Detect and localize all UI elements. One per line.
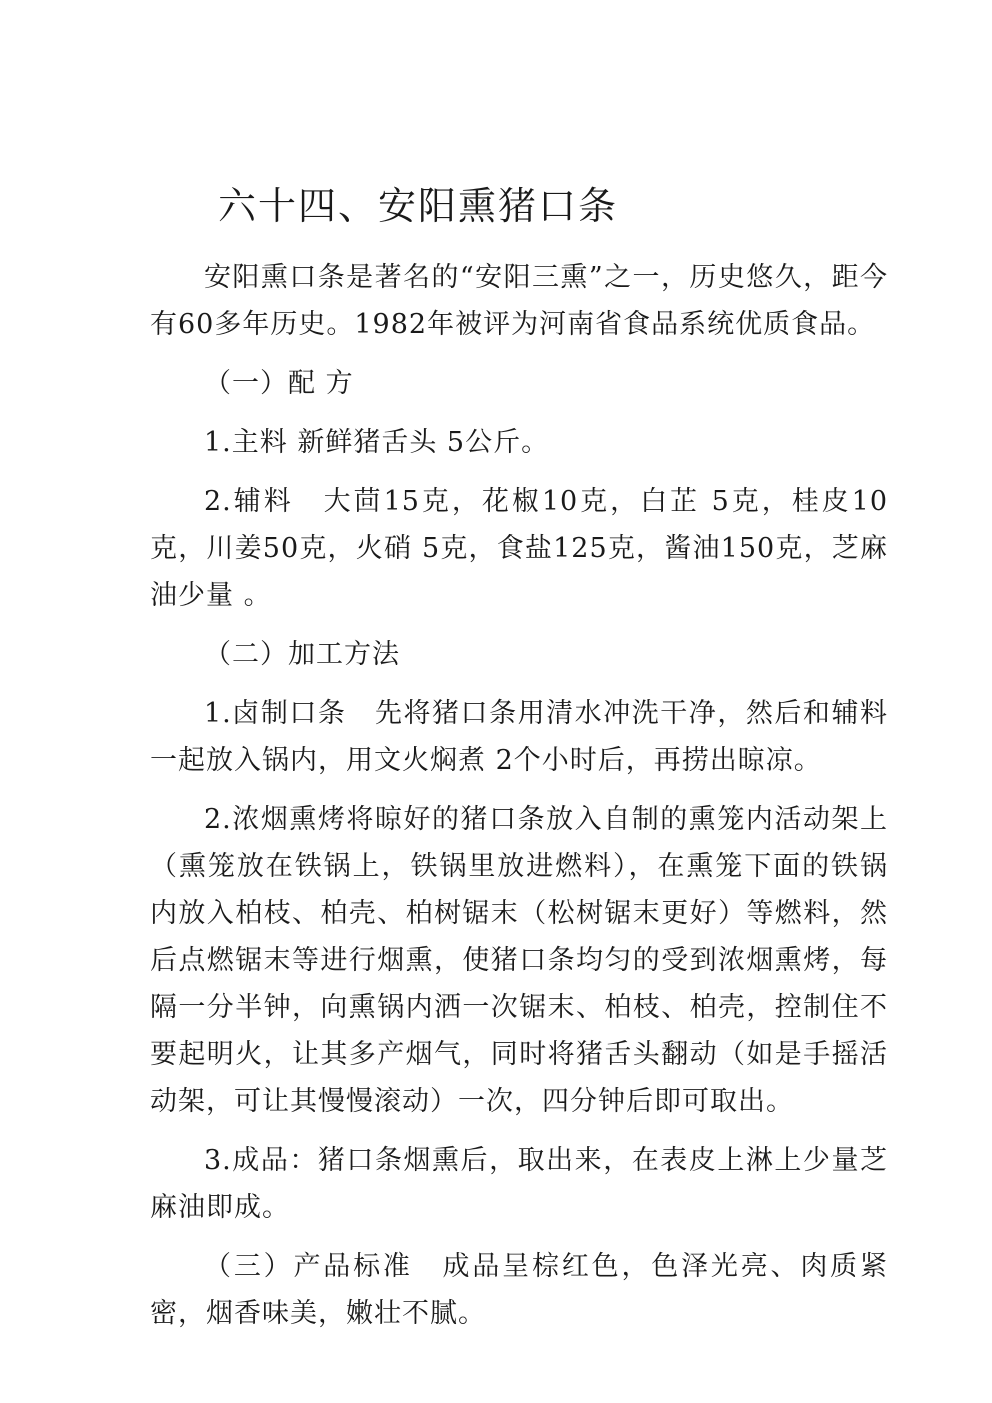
document-body bbox=[150, 254, 888, 1337]
method-step-brining: 1.卤制口条 先将猪口条用清水冲洗干净，然后和辅料一起放入锅内，用文火焖煮 2个小时后，再捞出晾凉。 bbox=[150, 698, 888, 776]
page-title: 六十四、安阳熏猪口条 bbox=[218, 184, 619, 228]
method-step-smoking: 2.浓烟熏烤将晾好的猪口条放入自制的熏笼内活动架上（熏笼放在铁锅上，铁锅里放进燃料），在熏笼下面的铁锅内放入柏枝、柏壳、柏树锯末（松树锯末更好）等燃料，然后点燃锯末等进行烟熏，使猪口条均匀的受到浓烟熏烤，每隔一分半钟，向熏锅内洒一次锯末、柏枝、柏壳，控制住不要起明火，让其多产烟气，同时将猪舌头翻动（如是手摇活动架，可让其慢慢滚动）一次，四分钟后即可取出。 bbox=[150, 804, 888, 1117]
section-heading-formula: （一）配 方 bbox=[204, 368, 354, 399]
formula-main-ingredient: 1.主料 新鲜猪舌头 5公斤。 bbox=[204, 427, 550, 458]
method-step-finished: 3.成品：猪口条烟熏后，取出来，在表皮上淋上少量芝麻油即成。 bbox=[150, 1145, 888, 1223]
product-standard-paragraph: （三）产品标准 成品呈棕红色，色泽光亮、肉质紧密，烟香味美，嫩壮不腻。 bbox=[150, 1251, 888, 1329]
intro-paragraph: 安阳熏口条是著名的“安阳三熏”之一，历史悠久，距今有60多年历史。1982年被评为河南省食品系统优质食品。 bbox=[150, 262, 888, 340]
section-heading-method: （二）加工方法 bbox=[204, 639, 400, 670]
formula-auxiliary-ingredients: 2.辅料 大茴15克，花椒10克，白芷 5克，桂皮10克，川姜50克，火硝 5克，食盐125克，酱油150克，芝麻油少量 。 bbox=[150, 486, 888, 611]
